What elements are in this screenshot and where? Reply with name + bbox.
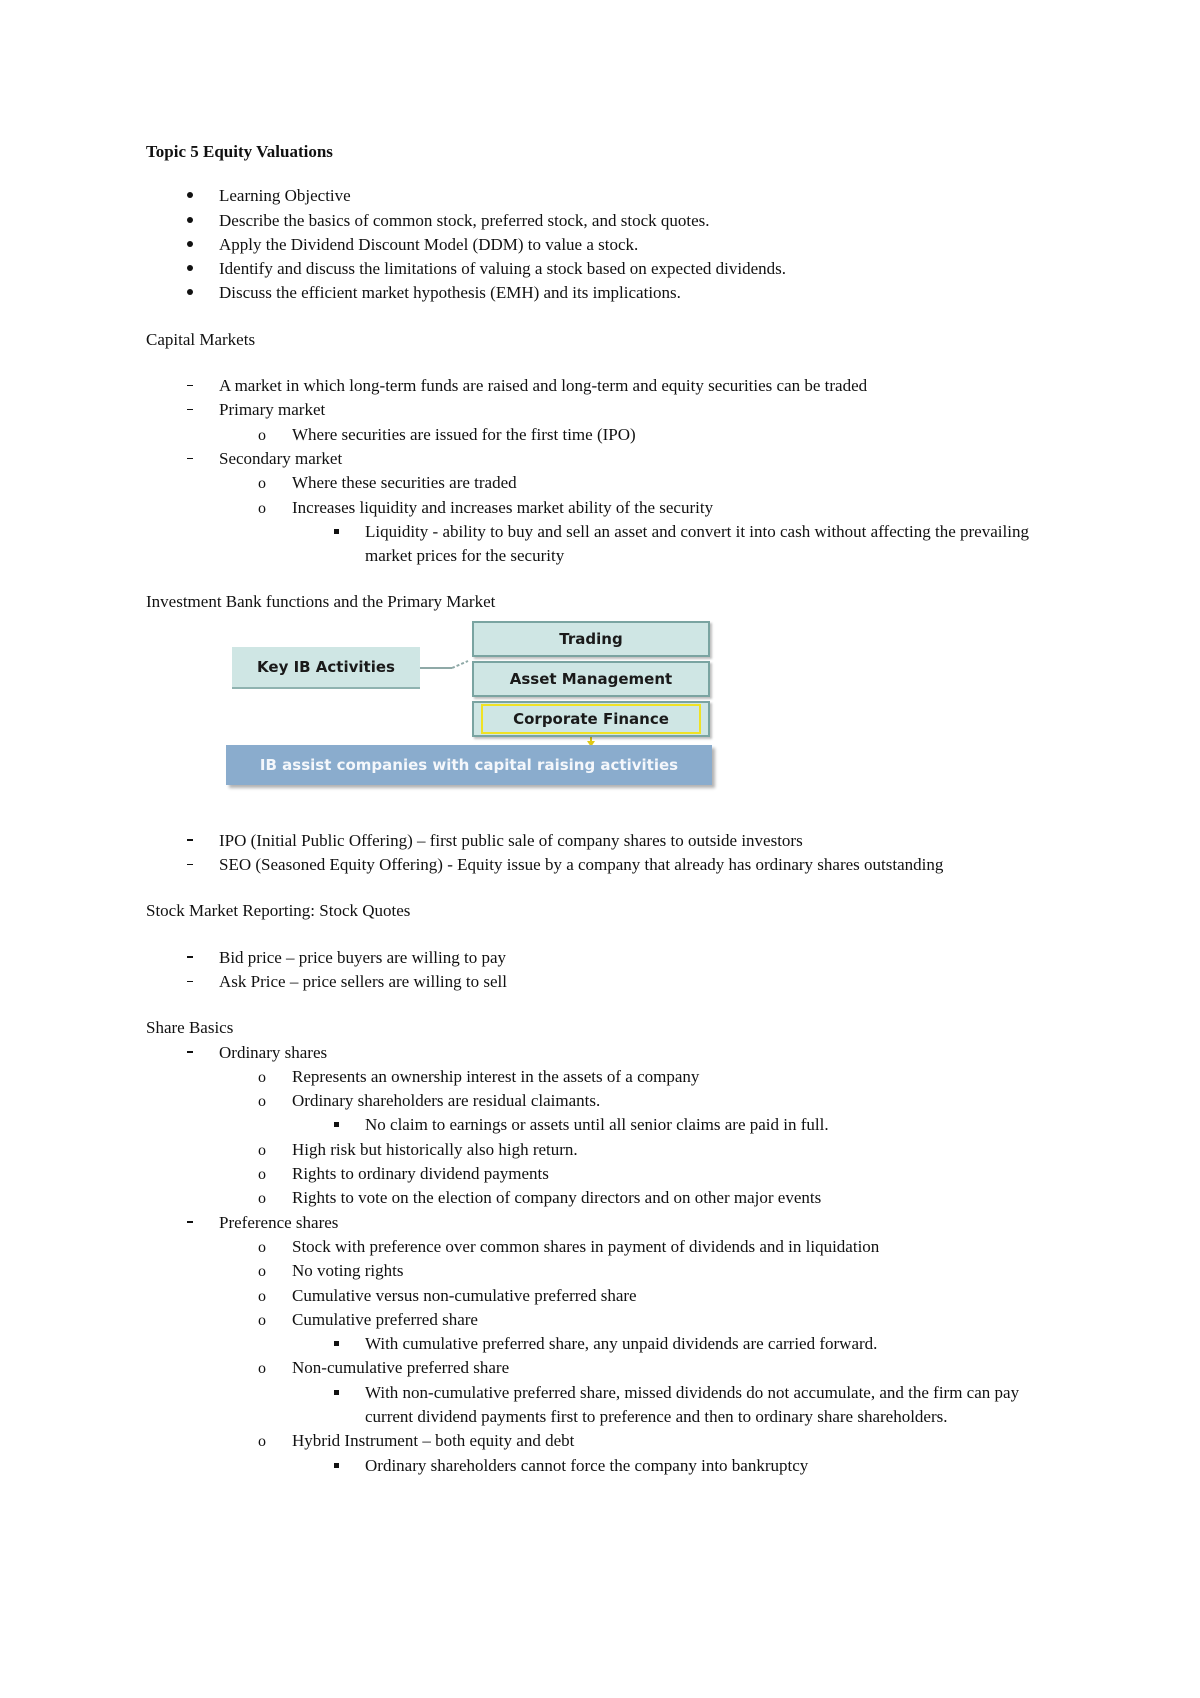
ib-list bbox=[146, 829, 1066, 878]
circle-bullet-icon bbox=[255, 1186, 269, 1211]
list-item: o Rights to ordinary dividend payments bbox=[146, 1162, 1066, 1186]
document-title: Topic 5 Equity Valuations bbox=[146, 142, 333, 161]
list-item: Ordinary shares bbox=[146, 1041, 1066, 1065]
dash-bullet-icon bbox=[183, 946, 197, 970]
list-item: Ask Price – price sellers are willing to sell bbox=[146, 970, 1066, 994]
list-item: Secondary market bbox=[146, 447, 1066, 471]
circle-bullet-icon bbox=[255, 1138, 269, 1163]
corporate-finance-label: Corporate Finance bbox=[481, 704, 701, 734]
list-item: With non-cumulative preferred share, missed dividends do not accumulate, and the firm can pay current dividend payments first to preference and then to ordinary share shareholders. bbox=[146, 1381, 1066, 1430]
document-page bbox=[146, 140, 1066, 1478]
circle-bullet-icon bbox=[255, 496, 269, 521]
list-item: o Where these securities are traded bbox=[146, 471, 1066, 495]
dash-bullet-icon bbox=[183, 447, 197, 471]
list-item: o Non-cumulative preferred share bbox=[146, 1356, 1066, 1380]
circle-bullet-icon bbox=[255, 1235, 269, 1260]
circle-bullet-icon bbox=[255, 1308, 269, 1333]
stock-quotes-heading: Stock Market Reporting: Stock Quotes bbox=[146, 901, 411, 921]
asset-management-box: Asset Management bbox=[472, 661, 710, 697]
list-item: o Cumulative versus non-cumulative preferred share bbox=[146, 1284, 1066, 1308]
key-ib-activities-box: Key IB Activities bbox=[232, 647, 420, 689]
list-item: o Stock with preference over common shares in payment of dividends and in liquidation bbox=[146, 1235, 1066, 1259]
circle-bullet-icon bbox=[255, 1356, 269, 1381]
circle-bullet-icon bbox=[255, 423, 269, 448]
list-item: Ordinary shareholders cannot force the company into bankruptcy bbox=[146, 1454, 1066, 1478]
list-item: With cumulative preferred share, any unpaid dividends are carried forward. bbox=[146, 1332, 1066, 1356]
circle-bullet-icon bbox=[255, 1089, 269, 1114]
circle-bullet-icon bbox=[255, 1284, 269, 1309]
bullet-dot-icon bbox=[183, 184, 197, 208]
bullet-dot-icon bbox=[183, 209, 197, 233]
dash-bullet-icon bbox=[183, 1041, 197, 1065]
list-item: o No voting rights bbox=[146, 1259, 1066, 1283]
list-item: IPO (Initial Public Offering) – first public sale of company shares to outside investors bbox=[146, 829, 1066, 853]
dash-bullet-icon bbox=[183, 970, 197, 994]
dash-bullet-icon bbox=[183, 853, 197, 877]
bullet-dot-icon bbox=[183, 281, 197, 305]
stock-quotes-list bbox=[146, 946, 1066, 995]
share-basics-list bbox=[146, 1041, 1066, 1478]
bullet-dot-icon bbox=[183, 233, 197, 257]
list-item: o Cumulative preferred share bbox=[146, 1308, 1066, 1332]
circle-bullet-icon bbox=[255, 1259, 269, 1284]
list-item: o Increases liquidity and increases market ability of the security bbox=[146, 496, 1066, 520]
corporate-finance-box bbox=[472, 701, 710, 737]
list-item: Preference shares bbox=[146, 1211, 1066, 1235]
list-item: Liquidity - ability to buy and sell an asset and convert it into cash without affecting the prevailing market prices for the security bbox=[146, 520, 1066, 569]
list-item: o Hybrid Instrument – both equity and debt bbox=[146, 1429, 1066, 1453]
trading-box: Trading bbox=[472, 621, 710, 657]
learning-objectives-list bbox=[146, 184, 1066, 305]
ib-activities-diagram bbox=[146, 621, 1066, 813]
circle-bullet-icon bbox=[255, 1429, 269, 1454]
square-bullet-icon bbox=[329, 1381, 343, 1405]
list-item: Bid price – price buyers are willing to pay bbox=[146, 946, 1066, 970]
objective-item: Discuss the efficient market hypothesis (EMH) and its implications. bbox=[146, 281, 1066, 305]
list-item: o Rights to vote on the election of company directors and on other major events bbox=[146, 1186, 1066, 1210]
list-item: o High risk but historically also high return. bbox=[146, 1138, 1066, 1162]
square-bullet-icon bbox=[329, 1332, 343, 1356]
list-item: o Where securities are issued for the first time (IPO) bbox=[146, 423, 1066, 447]
objective-item: Identify and discuss the limitations of valuing a stock based on expected dividends. bbox=[146, 257, 1066, 281]
dash-bullet-icon bbox=[183, 1211, 197, 1235]
list-item: o Represents an ownership interest in the assets of a company bbox=[146, 1065, 1066, 1089]
square-bullet-icon bbox=[329, 1113, 343, 1137]
circle-bullet-icon bbox=[255, 471, 269, 496]
square-bullet-icon bbox=[329, 1454, 343, 1478]
capital-markets-list bbox=[146, 374, 1066, 568]
capital-raising-box: IB assist companies with capital raising activities bbox=[226, 745, 712, 785]
list-item: No claim to earnings or assets until all senior claims are paid in full. bbox=[146, 1113, 1066, 1137]
list-item: o Ordinary shareholders are residual claimants. bbox=[146, 1089, 1066, 1113]
dash-bullet-icon bbox=[183, 829, 197, 853]
circle-bullet-icon bbox=[255, 1162, 269, 1187]
list-item: SEO (Seasoned Equity Offering) - Equity issue by a company that already has ordinary shares outstanding bbox=[146, 853, 1066, 877]
share-basics-heading: Share Basics bbox=[146, 1018, 234, 1038]
objective-item: Apply the Dividend Discount Model (DDM) to value a stock. bbox=[146, 233, 1066, 257]
capital-markets-heading: Capital Markets bbox=[146, 329, 256, 349]
objective-item: Describe the basics of common stock, preferred stock, and stock quotes. bbox=[146, 209, 1066, 233]
bullet-dot-icon bbox=[183, 257, 197, 281]
list-item: Primary market bbox=[146, 398, 1066, 422]
dash-bullet-icon bbox=[183, 374, 197, 398]
objective-item: Learning Objective bbox=[146, 184, 1066, 208]
ib-heading: Investment Bank functions and the Primary Market bbox=[146, 592, 496, 612]
circle-bullet-icon bbox=[255, 1065, 269, 1090]
dash-bullet-icon bbox=[183, 398, 197, 422]
list-item: A market in which long-term funds are raised and long-term and equity securities can be traded bbox=[146, 374, 1066, 398]
square-bullet-icon bbox=[329, 520, 343, 544]
